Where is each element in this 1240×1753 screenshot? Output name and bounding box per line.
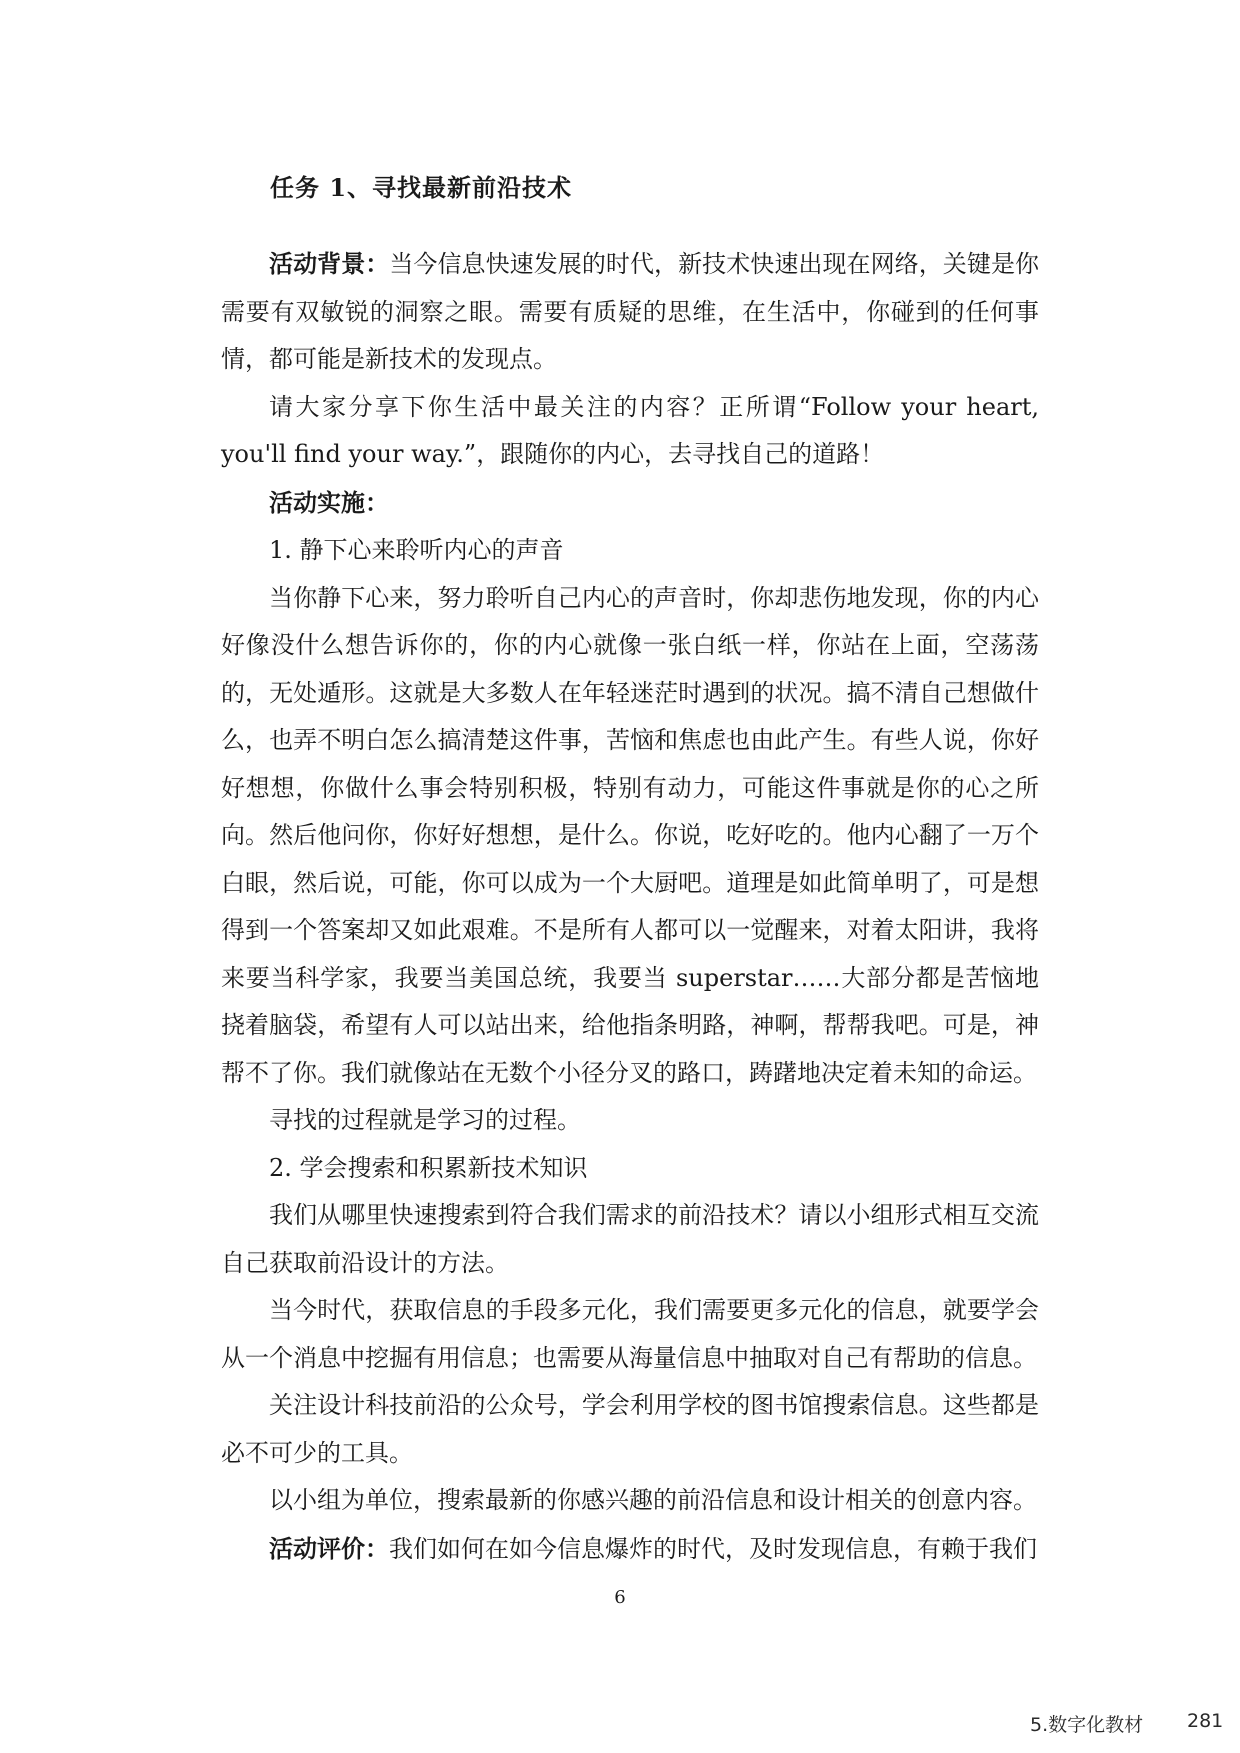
paragraph: 我们从哪里快速搜索到符合我们需求的前沿技术？请以小组形式相互交流自己获取前沿设计的方法。 bbox=[221, 1201, 1039, 1277]
page-number: 6 bbox=[614, 1587, 626, 1608]
paragraph: 当今时代，获取信息的手段多元化，我们需要更多元化的信息，就要学会从一个消息中挖掘有用信息；也需要从海量信息中抽取对自己有帮助的信息。 bbox=[221, 1296, 1039, 1372]
paragraph: 寻找的过程就是学习的过程。 bbox=[269, 1106, 581, 1134]
paragraph: 活动背景：当今信息快速发展的时代，新技术快速出现在网络，关键是你需要有双敏锐的洞察之眼。需要有质疑的思维，在生活中，你碰到的任何事情，都可能是新技术的发现点。 bbox=[221, 249, 1040, 373]
paragraph: 以小组为单位，搜索最新的你感兴趣的前沿信息和设计相关的创意内容。 bbox=[269, 1486, 1037, 1514]
footer-page-number: 281 bbox=[1187, 1710, 1224, 1732]
paragraph: 请大家分享下你生活中最关注的内容？正所谓“Follow your heart, you'll find your way.”，跟随你的内心，去寻找自己的道路！ bbox=[221, 392, 1039, 468]
paragraph: 活动评价：我们如何在如今信息爆炸的时代，及时发现信息，有赖于我们 bbox=[269, 1533, 1037, 1563]
section-heading: 活动实施： bbox=[269, 487, 389, 517]
footer-label: 5.数字化教材 bbox=[1030, 1714, 1144, 1736]
body-text bbox=[221, 240, 1039, 1573]
task-title: 任务 1、寻找最新前沿技术 bbox=[270, 173, 573, 202]
step-heading: 2. 学会搜索和积累新技术知识 bbox=[269, 1153, 588, 1182]
step-heading: 1. 静下心来聆听内心的声音 bbox=[269, 536, 564, 564]
paragraph: 关注设计科技前沿的公众号，学会利用学校的图书馆搜索信息。这些都是必不可少的工具。 bbox=[221, 1391, 1039, 1467]
paragraph: 当你静下心来，努力聆听自己内心的声音时，你却悲伤地发现，你的内心好像没什么想告诉你的，你的内心就像一张白纸一样，你站在上面，空荡荡的，无处遁形。这就是大多数人在年轻迷茫时遇到的状况。搞不清自己想做什么，也弄不明白怎么搞清楚这件事，苦恼和焦虑也由此产生。有些人说，你好好想想，你做什么事会特别积极，特别有动力，可能这件事就是你的心之所向。然后他问你，你好好想想，是什么。你说，吃好吃的。他内心翻了一万个白眼，然后说，可能，你可以成为一个大厨吧。道理是如此简单明了，可是想得到一个答案却又如此艰难。不是所有人都可以一觉醒来，对着太阳讲，我将来要当科学家，我要当美国总统，我要当 superstar……大部分都是苦恼地挠着脑袋，希望有人可以站出来，给他指条明路，神啊，帮帮我吧。可是，神帮不了你。我们就像站在无数个小径分叉的路口，踌躇地决定着未知的命运。 bbox=[221, 583, 1039, 1087]
